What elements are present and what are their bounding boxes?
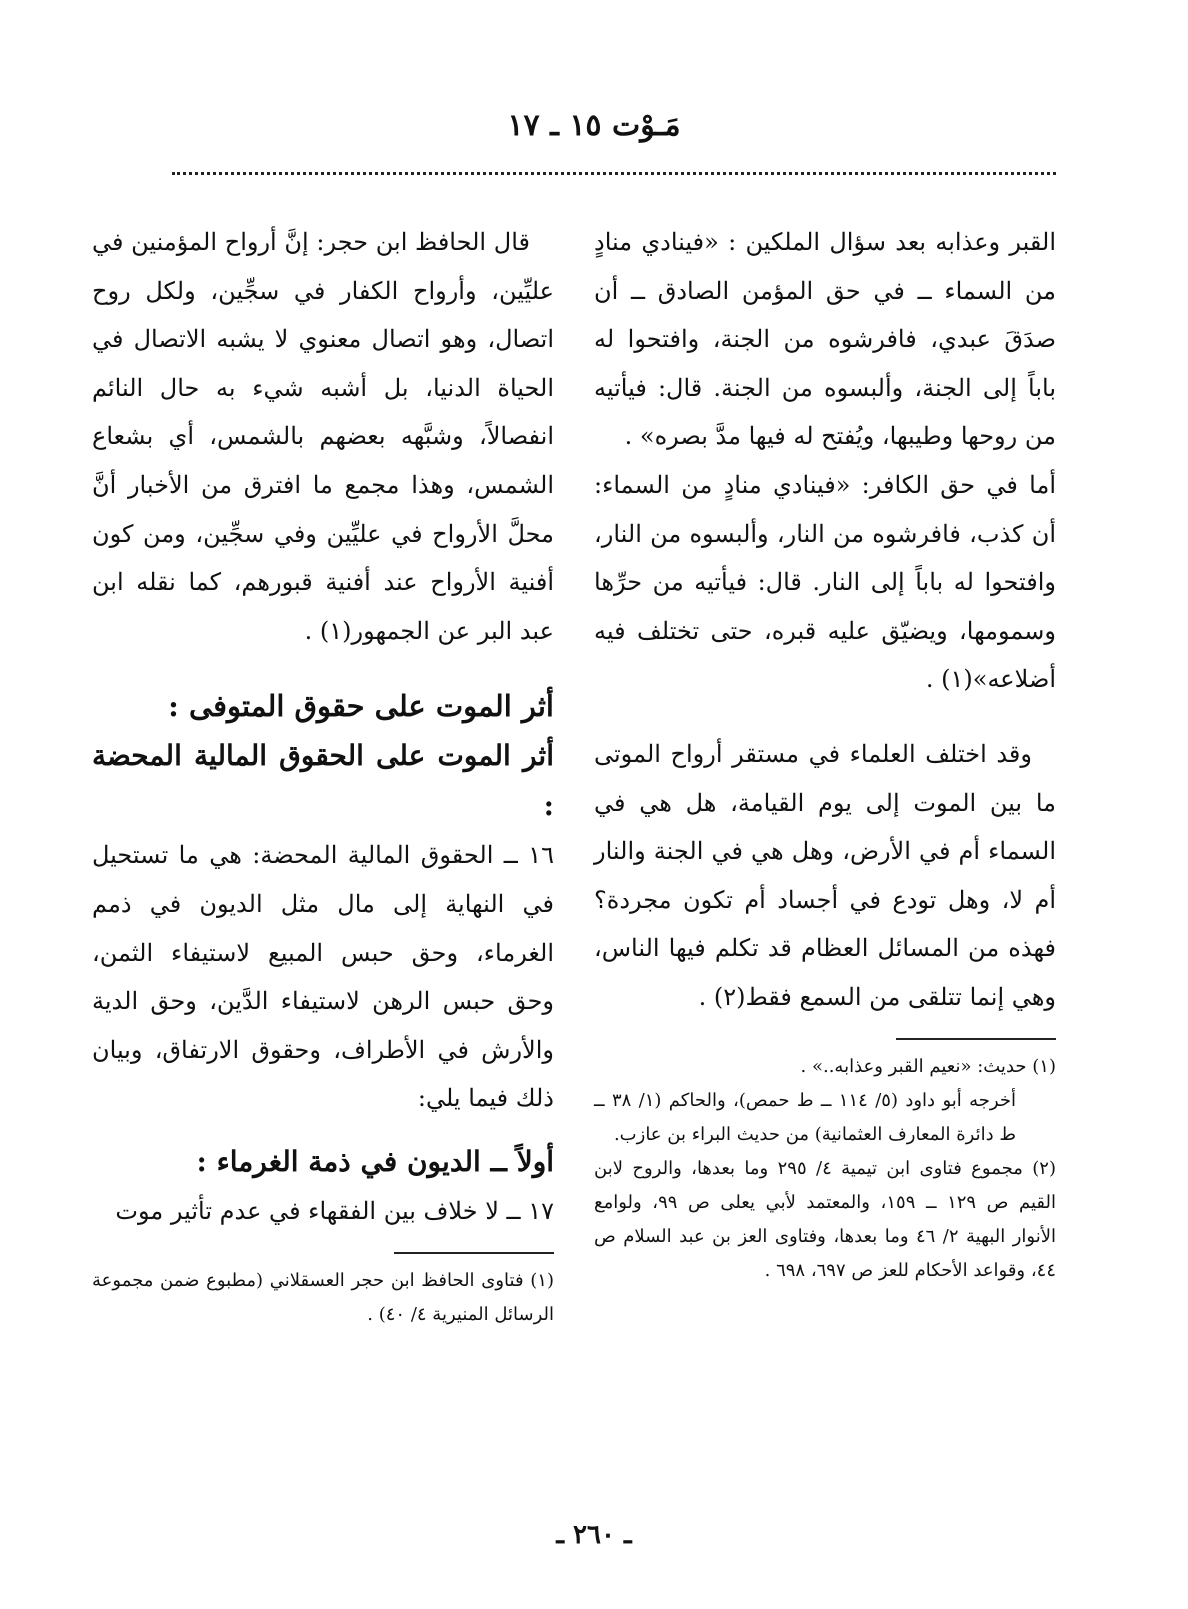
body-paragraph: أما في حق الكافر: «فينادي منادٍ من السماء: أن كذب، فافرشوه من النار، وألبسوه من النار، وافتحوا له باباً إلى النار. قال: فيأتيه من حرِّها وسمومها، ويضيّق عليه قبره، حتى تختلف فيه أضلاعه»(١) .	[594, 470, 1056, 694]
footnote-number: (٢)	[1032, 1157, 1056, 1179]
footnote-number: (١)	[530, 1269, 554, 1291]
subsection-heading: أثر الموت على الحقوق المالية المحضة :	[92, 739, 554, 823]
page-number: ـ ٢٦٠ ـ	[556, 1520, 632, 1550]
footnotes	[594, 1050, 1056, 1288]
footnote-rule	[394, 1252, 554, 1254]
footnotes	[92, 1264, 554, 1332]
footnote-text: مجموع فتاوى ابن تيمية ٤/ ٢٩٥ وما بعدها، والروح لابن القيم ص ١٢٩ ــ ١٥٩، والمعتمد لأبي يعلى ص ٩٩، ولوامع الأنوار البهية ٢/ ٤٦ وما بعدها، وفتاوى العز بن عبد السلام ص ٤٤، وقواعد الأحكام للعز ص ٦٩٧، ٦٩٨ .	[594, 1157, 1057, 1281]
right-column	[594, 218, 1056, 1288]
body-paragraph: وقد اختلف العلماء في مستقر أرواح الموتى ما بين الموت إلى يوم القيامة، هل هي في السماء أم في الأرض، وهل هي في الجنة والنار أم لا، وهل تودع في أجساد أم تكون مجردة؟ فهذه من المسائل العظام قد تكلم فيها الناس، وهي إنما تتلقى من السمع فقط(٢) .	[594, 739, 1056, 1011]
footnote-number: (١)	[1032, 1055, 1056, 1077]
footnote	[92, 1264, 554, 1332]
spacer	[92, 655, 554, 681]
footnote-text: حديث: «نعيم القبر وعذابه..» .	[800, 1055, 1027, 1077]
running-header: مَـوْت ١٥ ـ ١٧	[507, 108, 681, 143]
body-paragraph: قال الحافظ ابن حجر: إنَّ أرواح المؤمنين في عليِّين، وأرواح الكفار في سجِّين، ولكل روح اتصال، وهو اتصال معنوي لا يشبه الاتصال في الحياة الدنيا، بل أشبه شيء به حال النائم انفصالاً، وشبَّهه بعضهم بالشمس، أي بشعاع الشمس، وهذا مجمع ما افترق من الأخبار أنَّ محلَّ الأرواح في عليِّين وفي سجِّين، ومن كون أفنية الأرواح عند أفنية قبورهم، كما نقله ابن عبد البر عن الجمهور(١) .	[92, 228, 554, 645]
footnote	[594, 1152, 1056, 1288]
body-paragraph: ١٧ ــ لا خلاف بين الفقهاء في عدم تأثير موت	[115, 1196, 554, 1225]
body-paragraph: ١٦ ــ الحقوق المالية المحضة: هي ما تستحيل في النهاية إلى مال مثل الديون في ذمم الغرماء، وحق حبس المبيع لاستيفاء الثمن، وحق حبس الرهن لاستيفاء الدَّين، وحق الدية والأرش في الأطراف، وحقوق الارتفاق، وبيان ذلك فيما يلي:	[92, 841, 554, 1113]
footnote-rule	[896, 1038, 1056, 1040]
spacer	[92, 1123, 554, 1137]
footnote-text-cont: أخرجه أبو داود (٥/ ١١٤ ــ ط حمص)، والحاكم (١/ ٣٨ ــ ط دائرة المعارف العثمانية) من حديث البراء بن عازب.	[594, 1089, 1016, 1145]
section-heading: أثر الموت على حقوق المتوفى :	[168, 689, 554, 724]
footnote	[594, 1050, 1056, 1152]
spacer	[594, 704, 1056, 730]
left-column	[92, 218, 554, 1332]
dotted-divider	[172, 172, 1056, 175]
footnote-text: فتاوى الحافظ ابن حجر العسقلاني (مطبوع ضمن مجموعة الرسائل المنيرية ٤/ ٤٠) .	[92, 1269, 554, 1325]
subsection-heading: أولاً ــ الديون في ذمة الغرماء :	[196, 1144, 554, 1178]
body-paragraph: القبر وعذابه بعد سؤال الملكين : «فينادي منادٍ من السماء ــ في حق المؤمن الصادق ــ أن صدَقَ عبدي، فافرشوه من الجنة، وافتحوا له باباً إلى الجنة، وألبسوه من الجنة. قال: فيأتيه من روحها وطيبها، ويُفتح له فيها مدَّ بصره» .	[594, 228, 1056, 451]
